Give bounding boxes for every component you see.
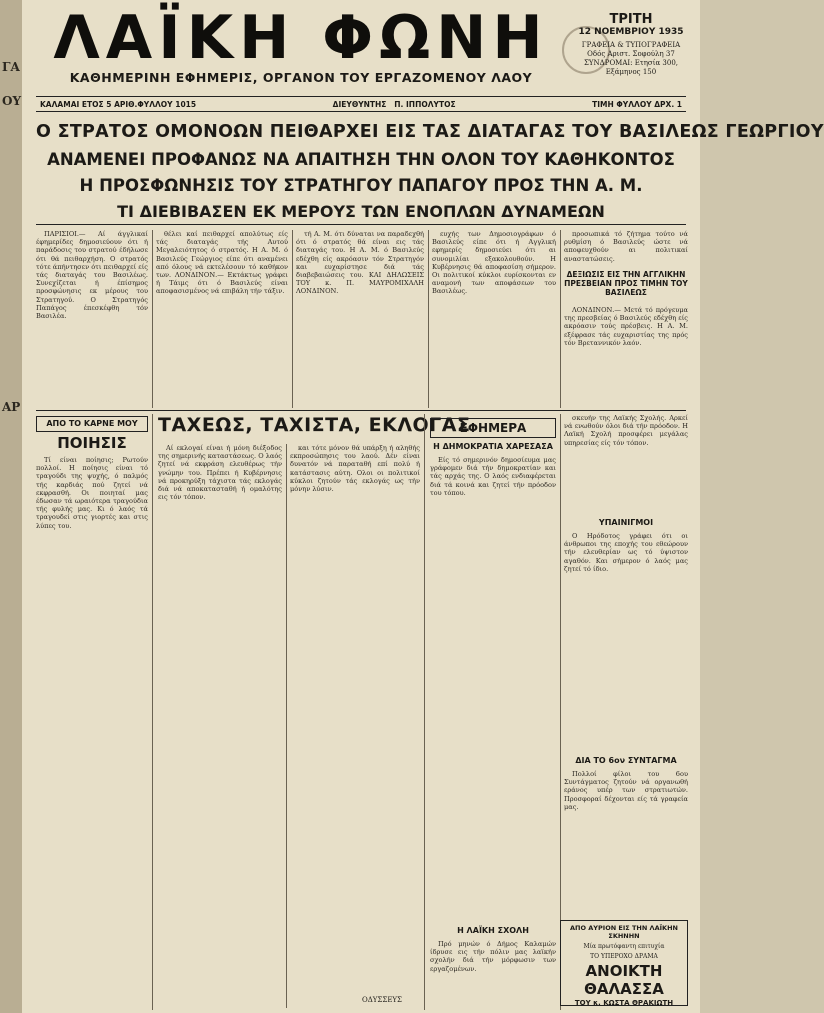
poem-text: Τί είναι ποίησις; Ρωτούν πολλοί. Η ποίησις είναι τό τραγούδι της ψυχής, ό παλμός τής καρδιάς πού ζητεί νά εκφρασθή. Οι ποιηταί μας έδωσαν τά ωραιότερα τραγούδια τής φυλής μας. Κι ό λαός τά τραγουδεί στις γιορτές και στις λύπες του.: [36, 456, 148, 530]
address-line-3: ΣΥΝΔΡΟΜΑΙ: Ετησία 300, Εξάμηνος 150: [583, 59, 678, 76]
section-rule: [36, 410, 686, 411]
main-story-col-1: [158, 444, 282, 1008]
ephemera-sub-text: Πρό μηνών ό Δήμος Καλαμών ίδρυσε εις τήν πόλιν μας λαϊκήν σχολήν διά τήν μόρφωσιν των εργαζομένων.: [430, 940, 556, 973]
director: [333, 100, 456, 109]
side-story-text: ΛΟΝΔΙΝΟΝ.— Μετά τό πρόγευμα της πρεσβείας ό Βασιλεύς εδέχθη είς ακρόασιν τούς πρέσβεις. Η Α. Μ. εξέφρασε τάς ευχαριστίας της πρός τόν Βρεταννικόν λαόν.: [564, 306, 688, 347]
spine-letters-2: ΟΥ: [2, 94, 22, 108]
poem-body: [36, 456, 148, 1006]
right-col-text-3: Πολλοί φίλοι του 6ου Συντάγματος ζητούν νά οργανωθή εράνος υπέρ των στρατιωτών. Προσφοραί δέχονται είς τά γραφεία μας.: [564, 770, 688, 811]
column-divider: [292, 230, 293, 408]
masthead: [36, 3, 566, 85]
poem-section-label: ΑΠΟ ΤΟ ΚΑΡΝΕ ΜΟΥ: [36, 416, 148, 432]
column-divider: [424, 414, 425, 1010]
right-col-heading-3: ΔΙΑ ΤΟ 6ον ΣΥΝΤΑΓΜΑ: [575, 756, 677, 765]
headline-rule: [36, 224, 686, 225]
poem-headline: ΠΟΙΗΣΙΣ: [57, 434, 127, 452]
main-story-signature: ΟΔΥΣΣΕΥΣ: [362, 996, 402, 1004]
advert-line-2: Μία πρωτόφαντη επιτυχία: [583, 943, 665, 950]
right-col-body-1: [564, 414, 688, 514]
main-story-col-2: [290, 444, 420, 994]
headline-duty: ΑΝΑΜΕΝΕΙ ΠΡΟΦΑΝΩΣ ΝΑ ΑΠΑΙΤΗΣΗ ΤΗΝ ΟΛΟΝ ΤΟΥ ΚΑΘΗΚΟΝΤΟΣ: [47, 150, 675, 169]
right-col-heading-2: ΥΠΑΙΝΙΓΜΟΙ: [598, 518, 654, 527]
column-divider: [152, 414, 153, 1010]
lead-story-col-2: [156, 230, 288, 408]
lead-story-col-3: [296, 230, 424, 408]
lead-story-col-4: [432, 230, 556, 408]
headline-army: Ο ΣΤΡΑΤΟΣ ΟΜΟΝΟΩΝ ΠΕΙΘΑΡΧΕΙ ΕΙΣ ΤΑΣ ΔΙΑΤΑΓΑΣ ΤΟΥ ΒΑΣΙΛΕΩΣ ΓΕΩΡΓΙΟΥ: [36, 122, 824, 142]
issue-price: ΤΙΜΗ ΦΥΛΛΟΥ ΔΡΧ. 1: [592, 99, 682, 109]
lead-story-text-5: προσωπικά τό ζήτημα τούτο νά ρυθμίση ό Βασιλεύς ώστε νά αποφευχθούν αι πολιτικαί αναστατώσεις.: [564, 230, 688, 263]
page-spine: [0, 0, 22, 1013]
spine-letters-3: ΑΡ: [2, 400, 21, 414]
office-address: [570, 41, 692, 77]
director-name: Π. ΙΠΠΟΛΥΤΟΣ: [394, 99, 456, 109]
ephemera-body: [430, 456, 556, 922]
right-col-text-1: σκευήν της Λαϊκής Σχολής. Αρκεί νά ενωθούν όλοι διά τήν πρόοδον. Η Λαϊκή Σχολή προσφέρει μεγάλας υπηρεσίας είς τόν τόπον.: [564, 414, 688, 447]
advert-author: ΤΟΥ κ. ΚΩΣΤΑ ΘΡΑΚΙΩΤΗ: [574, 999, 674, 1007]
issue-day: ΤΡΙΤΗ: [609, 12, 653, 27]
lead-story-text-4: ευχής των Δημοσιογράφων ό Βασιλεύς είπε ότι ή Αγγλική εφημερίς δημοσιεύει ότι αι συνομιλίαι εξακολουθούν. Η Κυβέρνησις θά αποφασίση σήμερον. Οι πολιτικοί κύκλοι ευρίσκονται εν αναμονή των αποφάσεων του Βασιλέως.: [432, 230, 556, 296]
advert-title-1: ΑΝΟΙΚΤΗ: [585, 962, 663, 980]
column-divider: [286, 444, 287, 1008]
right-col-text-2: Ο Ηρόδοτος γράφει ότι οι άνθρωποι της εποχής του εθεώρουν τήν ελευθερίαν ως τό ύψιστον αγαθόν. Και σήμερον ό λαός μας ζητεί τό ίδιο.: [564, 532, 688, 573]
theatre-advert: [560, 920, 688, 1006]
side-story-body: [564, 306, 688, 408]
newspaper-title: ΛΑΪΚΗ ΦΩΝΗ: [53, 3, 549, 73]
lead-story-col-5: [564, 230, 688, 266]
column-divider: [428, 230, 429, 408]
ephemera-sub-headline: Η ΛΑΪΚΗ ΣΧΟΛΗ: [457, 926, 529, 935]
advert-line-1: ΑΠΟ ΑΥΡΙΟΝ ΕΙΣ ΤΗΝ ΛΑΪΚΗΝ ΣΚΗΝΗΝ: [570, 924, 678, 940]
main-story-text-2: και τότε μόνον θά υπάρξη ή αληθής εκπροσώπησις του λαού. Δέν είναι δυνατόν νά παραταθή επί πολύ ή κατάστασις αύτη. Ολοι οι πολιτικοί κύκλοι ζητούν τάς εκλογάς ως τήν μόνην λύσιν.: [290, 444, 420, 494]
headline-papagos: Η ΠΡΟΣΦΩΝΗΣΙΣ ΤΟΥ ΣΤΡΑΤΗΓΟΥ ΠΑΠΑΓΟΥ ΠΡΟΣ ΤΗΝ Α. Μ.: [79, 176, 643, 195]
lead-story-text-3: τή Α. Μ. ότι δύναται να παραδεχθή ότι ό στρατός θά είναι εις τάς διαταγάς του. Η Α. Μ. ό Βασιλεύς εδέχθη είς ακρόασιν τόν Στρατηγόν και ευχαρίστησε διά τάς διαβεβαιώσεις του. ΚΑΙ ΔΗΛΩΣΕΙΣ ΤΟΥ κ. Π. ΜΑΥΡΟΜΙΧΑΛΗ ΛΟΝΔΙΝΟΝ.: [296, 230, 424, 296]
column-divider: [560, 230, 561, 408]
advert-title-2: ΘΑΛΑΣΣΑ: [584, 980, 664, 998]
headline-forces: ΤΙ ΔΙΕΒΙΒΑΣΕΝ ΕΚ ΜΕΡΟΥΣ ΤΩΝ ΕΝΟΠΛΩΝ ΔΥΝΑΜΕΩΝ: [117, 202, 605, 221]
date-box: [570, 12, 692, 77]
column-divider: [152, 230, 153, 408]
issue-date: 12 ΝΟΕΜΒΡΙΟΥ 1935: [578, 27, 684, 37]
main-story-text-1: Αί εκλογαί είναι ή μόνη διέξοδος της σημερινής καταστάσεως. Ο λαός ζητεί νά εκφράση ελευθέρως τήν γνώμην του. Πρέπει ή Κυβέρνησις νά προκηρύξη τάχιστα τάς εκλογάς διά νά αποκατασταθή ή ομαλότης εις τόν τόπον.: [158, 444, 282, 502]
issue-number: ΚΑΛΑΜΑΙ ΕΤΟΣ 5 ΑΡΙΘ.ΦΥΛΛΟΥ 1015: [40, 99, 197, 109]
newspaper-subtitle: ΚΑΘΗΜΕΡΙΝΗ ΕΦΗΜΕΡΙΣ, ΟΡΓΑΝΟΝ ΤΟΥ ΕΡΓΑΖΟΜΕΝΟΥ ΛΑΟΥ: [69, 70, 533, 85]
lead-story-col-1: [36, 230, 148, 408]
lead-story-text-2: θέλει καί πειθαρχεί απολύτως είς τάς διαταγάς τής Αυτού Μεγαλειότητος ό στρατός. Η Α. Μ. ό Βασιλεύς Γεώργιος είπε ότι αναμένει από όλους νά εκτελέσουν τό καθήκον των. ΛΟΝΔΙΝΟΝ.— Εκτάκτως γράφει ή Τάιμς ότι ό Βασιλεύς είναι αποφασισμένος νά επιβάλη τήν τάξιν.: [156, 230, 288, 296]
ephemera-text: Είς τό σημερινόν δημοσίευμα μας γράφομεν διά τήν δημοκρατίαν και τάς αρχάς της. Ο λαός ενδιαφέρεται διά τά κοινά και ζητεί τήν πρόοδον του τόπου.: [430, 456, 556, 497]
right-col-body-3: [564, 770, 688, 916]
ephemera-headline: Η ΔΗΜΟΚΡΑΤΙΑ ΧΑΡΕΣΑΣΑ: [433, 442, 553, 451]
issue-info-bar: [36, 96, 686, 112]
lead-story-text-1: ΠΑΡΙΣΙΟΙ.— Αί άγγλικαί έφημερίδες δημοσιεύουν ότι ή παράδοσις του στρατού έδήλωσε ότι θά πειθαρχήση. Ο στρατός τότε άπήντησεν ότι πειθαρχεί είς τάς διαταγάς του Βασιλέως. Συνεχίζεται ή έπίσημος προσφώνησις εκ μέρους του Στρατηγού. Ο Στρατηγός Παπάγος έπεσκέφθη τόν Βασιλέα.: [36, 230, 148, 321]
ephemera-label: ΕΦΗΜΕΡΑ: [430, 418, 556, 438]
spine-letters-1: ΓΑ: [2, 60, 20, 74]
director-label: ΔΙΕΥΘΥΝΤΗΣ: [332, 99, 387, 109]
address-line-2: Οδός Αριστ. Σοφούλη 37: [587, 50, 675, 58]
advert-line-3: ΤΟ ΥΠΕΡΟΧΟ ΔΡΑΜΑ: [590, 953, 658, 960]
right-col-body-2: [564, 532, 688, 752]
address-line-1: ΓΡΑΦΕΙΑ & ΤΥΠΟΓΡΑΦΕΙΑ: [581, 41, 681, 49]
newspaper-page: [22, 0, 824, 1013]
side-story-headline: ΔΕΞΙΩΣΙΣ ΕΙΣ ΤΗΝ ΑΓΓΛΙΚΗΝ ΠΡΕΣΒΕΙΑΝ ΠΡΟΣ ΤΙΜΗΝ ΤΟΥ ΒΑΣΙΛΕΩΣ: [564, 270, 688, 297]
main-story-headline: ΤΑΧΕΩΣ, ΤΑΧΙΣΤΑ, ΕΚΛΟΓΑΣ: [158, 414, 471, 436]
ephemera-sub-body: [430, 940, 556, 1008]
